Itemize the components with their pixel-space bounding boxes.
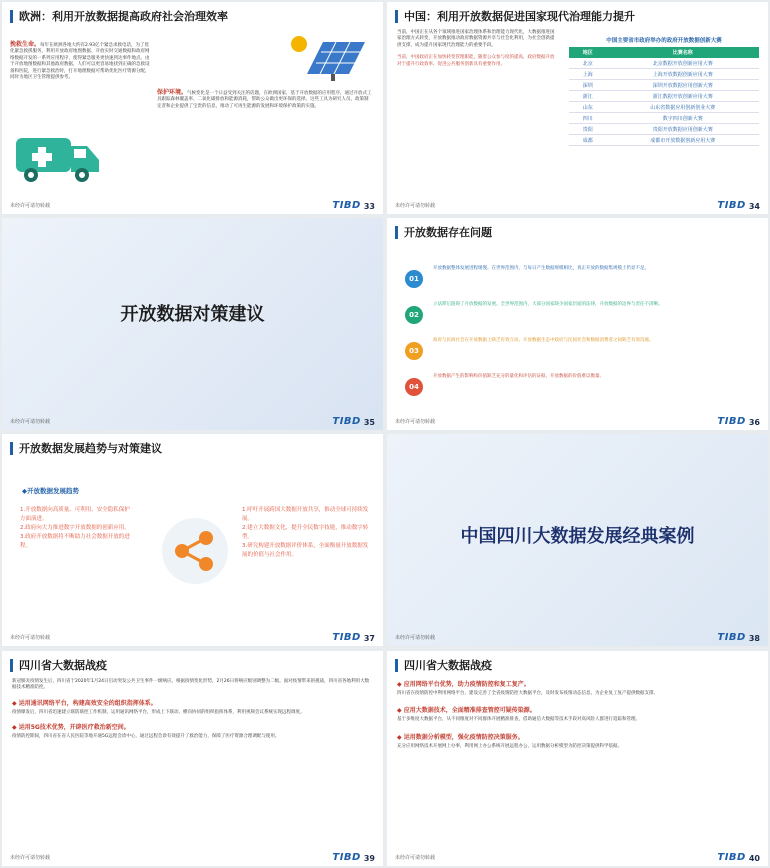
- list-item: 3.研究构建开放数据评价体系，全面衡量开放数据发展的价值与社会作用。: [242, 543, 369, 558]
- content-block: [12, 679, 372, 741]
- bullet-text: 疫情爆发后，四川省迅速建立联防联控工作机制，运用通讯网络平台，形成上下联动、横向协同的组织指挥体系，利用视频会议系统实现远程调度。: [12, 709, 305, 715]
- table-row: [569, 135, 759, 146]
- cell-contest: 山东省数据应用创新创业大赛: [607, 102, 759, 113]
- trend-subtitle: ◆开放数据发展趋势: [22, 487, 79, 495]
- right-heading: 保护环境。: [157, 89, 188, 96]
- page-number: 35: [363, 418, 375, 427]
- cell-region: 山东: [569, 102, 607, 113]
- page-number: 39: [363, 854, 375, 863]
- section-title: 开放数据对策建议: [120, 304, 265, 325]
- bullet-title: ◆ 应用大数据技术，全面精准排查管控可疑传染源。: [397, 707, 536, 715]
- footer-logo: [717, 416, 760, 427]
- table-title: 中国主要省市政府举办的政府开放数据创新大赛: [606, 38, 722, 44]
- table-row: [569, 69, 759, 80]
- slide-title-text: 中国：利用开放数据促进国家现代治理能力提升: [404, 10, 635, 23]
- cell-contest: 深圳开放数据应用创新大赛: [607, 80, 759, 91]
- slide-title: [10, 440, 162, 456]
- table-row: [569, 102, 759, 113]
- issue-item: [405, 302, 754, 332]
- title-bar: [395, 659, 398, 672]
- bullet-text: 充分应用网络技术开展网上办事，利用网上办公系统开展远程办公，运用数据分析模型为防控决策提供科学依据。: [397, 743, 622, 749]
- bullet-title-text: 应用大数据技术，全面精准排查管控可疑传染源。: [403, 707, 536, 715]
- header-contest: 比赛名称: [607, 47, 759, 58]
- cell-region: 成都: [569, 135, 607, 146]
- issue-text: 开放数据产生的影响和价值缺乏充分的量化和评估的证据，开放数据的价值难以衡量。: [433, 374, 604, 379]
- left-column: [10, 42, 150, 81]
- content-block: [397, 679, 757, 750]
- list-item: 1.呼吁开展跨国大数据开放共享，推动全球可持续发展。: [242, 507, 369, 522]
- title-bar: [395, 10, 398, 23]
- bullet-title-text: 运用5G技术优势，开辟医疗救治新空间。: [18, 724, 130, 732]
- logo-text: TIBD: [332, 852, 361, 863]
- contest-table: [569, 47, 759, 146]
- issue-item: [405, 338, 754, 368]
- cell-region: 四川: [569, 113, 607, 124]
- title-bar: [395, 226, 398, 239]
- slide-title: [10, 8, 228, 24]
- table-row: [569, 58, 759, 69]
- slide-title-text: 欧洲：利用开放数据提高政府社会治理效率: [19, 10, 228, 23]
- slide-36: [387, 218, 768, 430]
- slide-37: [2, 434, 383, 646]
- slide-title-text: 四川省大数据战疫: [404, 659, 492, 672]
- cell-contest: 数字四川创新大赛: [607, 113, 759, 124]
- slide-title-text: 开放数据存在问题: [404, 226, 492, 239]
- paragraph-1: 当前，中国正在从各个领域推进国家治理体系和治理能力现代化，大数据推进国家治理方式转变，开放数据推动政府数据资源共享与社会化利用，为社会创新提供支撑，成为提升国家现代治理能力的重要手段。: [397, 30, 555, 48]
- footer-note: 未经许可请勿转载: [395, 203, 436, 209]
- issue-text: 开放数据整体发展进程缓慢。在世界范围内，与每日产生数据规模相比，真正开放的数据集规模上仍显不足。: [433, 266, 649, 271]
- logo-text: TIBD: [717, 852, 746, 863]
- footer-note: 未经许可请勿转载: [10, 419, 51, 425]
- footer-note: 未经许可请勿转载: [395, 419, 436, 425]
- slide-39: [2, 651, 383, 866]
- cell-contest: 浙江数据开放创新应用大赛: [607, 91, 759, 102]
- right-list: [242, 506, 372, 560]
- issue-text: 政府与民间社会在开放数据上缺乏有效互动。开放数据生态中政府与民间社会和数据消费者之间缺乏有效沟通。: [433, 338, 654, 343]
- table-row: [569, 91, 759, 102]
- left-list: [20, 506, 130, 551]
- header-region: 地区: [569, 47, 607, 58]
- logo-text: TIBD: [332, 416, 361, 427]
- cell-region: 北京: [569, 58, 607, 69]
- footer-logo: [332, 200, 375, 211]
- slide-title: [395, 224, 492, 240]
- table-row: [569, 124, 759, 135]
- cell-region: 浙江: [569, 91, 607, 102]
- logo-text: TIBD: [332, 632, 361, 643]
- cell-region: 贵阳: [569, 124, 607, 135]
- table-row: [569, 80, 759, 91]
- slide-title: [395, 657, 492, 673]
- slide-title: [395, 8, 635, 24]
- issue-item: [405, 374, 754, 404]
- issue-number: 01: [405, 270, 423, 288]
- bullet-text: 基于多维度大数据平台，从不同维度对不同群体开展精准排查，借助通信大数据等技术手段对高风险人群进行追踪和管理。: [397, 717, 640, 723]
- issue-text: 立法滞后阻碍了开放数据的发展。全世界范围内，大部分国家缺少国家层面的法律，开放数据的边界与责任不清晰。: [433, 302, 663, 307]
- bullet-title-text: 运用通讯网络平台，构建高效安全的组织指挥体系。: [18, 699, 157, 707]
- paragraph-2: 当前，中国政府正在加快转变管理职能，随着公众参与度的提高，政府数据开放对于提升行政效率、促进公共服务创新具有重要作用。: [397, 55, 555, 67]
- list-item: 1.开放数据向高质量、可利用、安全隐私保护方面演进。: [20, 507, 130, 522]
- title-bar: [10, 659, 13, 672]
- slide-40: [387, 651, 768, 866]
- page-number: 40: [748, 854, 760, 863]
- page-number: 33: [363, 202, 375, 211]
- bullet-title-text: 运用数据分析模型，强化疫情防控决策服务。: [403, 733, 524, 741]
- slide-34: [387, 2, 768, 214]
- list-item: 2.政府向大力推进数字开放数据的创新应用。: [20, 525, 130, 531]
- logo-text: TIBD: [717, 416, 746, 427]
- list-item: 2.建立大数据文化，提升全民数字技能，推动数字转型。: [242, 525, 369, 540]
- cell-contest: 北京数据开放创新应用大赛: [607, 58, 759, 69]
- table-row: [569, 113, 759, 124]
- cell-contest: 上海开放数据创新应用大赛: [607, 69, 759, 80]
- bullet-title: ◆ 运用通讯网络平台，构建高效安全的组织指挥体系。: [12, 699, 157, 707]
- logo-text: TIBD: [717, 632, 746, 643]
- left-text: 每年在欧洲各地大约有2.93亿个紧急求救电话，为了优化紧急救援服务，利用开放政府地图数据、开放实时交通数据和政府网络数据开发的一系列应用程序，使得紧急服务更快速到达事件地点。由于开放地图数据和其他政府数据，人们可以更容易地找到正确的急救设备和医院，进行紧急救治时，打开地理数据可帮助优化医疗资源分配，同时为地区卫生管理提供参考。: [10, 43, 150, 81]
- page-number: 36: [748, 418, 760, 427]
- footer-logo: [332, 416, 375, 427]
- table-header-row: [569, 47, 759, 58]
- contest-table-block: [569, 36, 759, 146]
- slide-33: [2, 2, 383, 214]
- right-column: [157, 90, 372, 110]
- bullet-title-text: 应用网络平台优势，助力疫情防控和复工复产。: [403, 681, 530, 688]
- footer-note: 未经许可请勿转载: [10, 635, 51, 641]
- ambulance-icon: [14, 130, 104, 185]
- intro-text: 新冠肺炎疫情发生后，四川省于2020年1月24日启动突发公共卫生事件一级响应。根据疫情变化形势，2月26日将响应级别调整为二级。面对疫情带来的挑战，四川省各地利用大数据技术精准防控。: [12, 679, 370, 691]
- footer-note: 未经许可请勿转载: [10, 855, 51, 861]
- bullet-title: ◆ 应用网络平台优势，助力疫情防控和复工复产。: [397, 681, 530, 688]
- logo-text: TIBD: [332, 200, 361, 211]
- slide-35: [2, 218, 383, 430]
- footer-logo: [717, 852, 760, 863]
- cell-region: 深圳: [569, 80, 607, 91]
- bullet-text: 疫情防控期间，四川省在省人民医院等地开通5G远程会诊中心，通过远程会诊有效提升了救治能力，保障了医疗资源合理调配与使用。: [12, 734, 280, 740]
- footer-note: 未经许可请勿转载: [395, 855, 436, 861]
- issue-item: [405, 266, 754, 296]
- slide-title: [10, 657, 107, 673]
- slide-38: [387, 434, 768, 646]
- footer-note: 未经许可请勿转载: [10, 203, 51, 209]
- issue-number: 04: [405, 378, 423, 396]
- footer-logo: [717, 200, 760, 211]
- page-number: 37: [363, 634, 375, 643]
- issue-number: 03: [405, 342, 423, 360]
- section-title: 中国四川大数据发展经典案例: [460, 526, 695, 547]
- list-item: 3.政府开放数据将不断助力社会数据开放的进程。: [20, 534, 130, 549]
- bullet-title: ◆ 运用5G技术优势，开辟医疗救治新空间。: [12, 724, 130, 732]
- bullet-text: 四川省在疫情防控中利用网络平台，建设完善了全省疫情防控大数据平台，及时发布疫情动态信息，为企业复工复产提供数据支撑。: [397, 691, 658, 696]
- page-number: 34: [748, 202, 760, 211]
- page-number: 38: [748, 634, 760, 643]
- cell-contest: 成都市开放数据创新应用大赛: [607, 135, 759, 146]
- left-heading: 挽救生命。: [10, 41, 41, 48]
- footer-logo: [717, 632, 760, 643]
- cell-region: 上海: [569, 69, 607, 80]
- logo-text: TIBD: [717, 200, 746, 211]
- footer-logo: [332, 632, 375, 643]
- issue-number: 02: [405, 306, 423, 324]
- bullet-title: ◆ 运用数据分析模型，强化疫情防控决策服务。: [397, 733, 524, 741]
- title-bar: [10, 442, 13, 455]
- right-text: 气候变化是一个日益受到关注的话题，在欧洲国家，基于开放数据的应用程序，通过开放式工具跟踪森林覆盖率、二氧化碳排放和能源消耗，帮助公众做出更环保的选择。这些工具为研究人员、政策制定者和企业提供了宝贵的信息，推动了可再生能源的发展和环境保护政策的实施。: [157, 91, 372, 109]
- footer-logo: [332, 852, 375, 863]
- left-text-block: [397, 30, 557, 68]
- slide-title-text: 开放数据发展趋势与对策建议: [19, 442, 162, 455]
- share-icon: [160, 516, 230, 586]
- footer-note: 未经许可请勿转载: [395, 635, 436, 641]
- title-bar: [10, 10, 13, 23]
- cell-contest: 贵阳开放数据应用创新大赛: [607, 124, 759, 135]
- slide-title-text: 四川省大数据战疫: [19, 659, 107, 672]
- solar-panel-icon: [287, 32, 367, 82]
